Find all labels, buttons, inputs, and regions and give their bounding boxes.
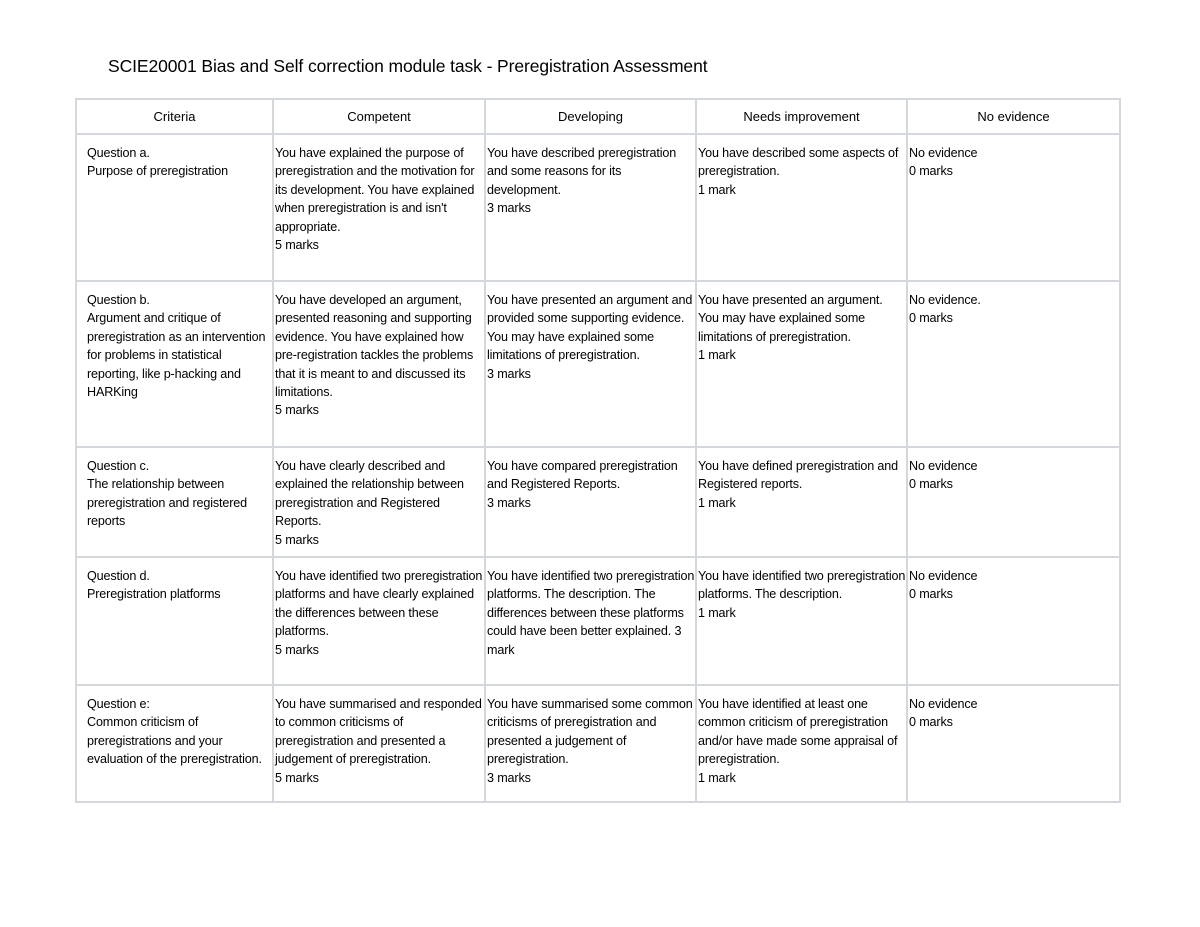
criteria-cell [76,447,273,557]
criteria-cell [76,685,273,802]
developing-cell [485,685,696,802]
needs-improvement-cell [696,281,907,447]
developing-text: You have described preregistration and some reasons for its development. 3 marks [487,146,677,216]
competent-text: You have clearly described and explained the relationship between preregistration and Registered Reports. 5 marks [275,459,464,547]
no-evidence-cell [907,685,1120,802]
criteria-cell [76,557,273,685]
question-label: Question b. [87,293,150,307]
developing-text: You have identified two preregistration platforms. The description. The differences between these platforms could have been better explained. 3 mark [487,569,695,657]
developing-cell [485,447,696,557]
competent-text: You have developed an argument, presented reasoning and supporting evidence. You have explained how pre-registration tackles the problems that it is meant to and discussed its limitations. 5 marks [275,293,474,418]
header-no-evidence: No evidence [907,99,1120,134]
question-description: Common criticism of preregistrations and your evaluation of the preregistration. [87,715,262,767]
criteria-cell [76,134,273,281]
developing-cell [485,281,696,447]
no-evidence-text: No evidence 0 marks [909,569,978,602]
needs-improvement-cell [696,447,907,557]
needs-improvement-text: You have described some aspects of preregistration. 1 mark [698,146,899,197]
no-evidence-text: No evidence 0 marks [909,697,978,730]
table-row [76,447,1120,557]
question-label: Question a. [87,146,150,160]
needs-improvement-text: You have identified at least one common criticism of preregistration and/or have made some appraisal of preregistration. 1 mark [698,697,898,785]
needs-improvement-text: You have identified two preregistration platforms. The description. 1 mark [698,569,906,620]
header-competent: Competent [273,99,485,134]
header-needs-improvement: Needs improvement [696,99,907,134]
needs-improvement-text: You have presented an argument. You may have explained some limitations of preregistration. 1 mark [698,293,883,363]
developing-text: You have summarised some common criticisms of preregistration and presented a judgement of preregistration. 3 marks [487,697,693,785]
competent-cell [273,447,485,557]
criteria-cell [76,281,273,447]
no-evidence-cell [907,281,1120,447]
needs-improvement-cell [696,557,907,685]
needs-improvement-cell [696,685,907,802]
question-description: Argument and critique of preregistration as an intervention for problems in statistical reporting, like p-hacking and HARKing [87,311,266,400]
competent-cell [273,557,485,685]
competent-cell [273,134,485,281]
table-row [76,557,1120,685]
needs-improvement-text: You have defined preregistration and Registered reports. 1 mark [698,459,898,510]
page-title: SCIE20001 Bias and Self correction module task - Preregistration Assessment [108,56,708,76]
no-evidence-cell [907,447,1120,557]
table-row [76,134,1120,281]
question-label: Question c. [87,459,150,473]
competent-cell [273,685,485,802]
developing-cell [485,557,696,685]
no-evidence-text: No evidence 0 marks [909,146,978,179]
question-description: Preregistration platforms [87,587,221,602]
question-description: The relationship between preregistration and registered reports [87,477,248,529]
no-evidence-cell [907,134,1120,281]
header-criteria: Criteria [76,99,273,134]
question-label: Question d. [87,569,150,583]
no-evidence-cell [907,557,1120,685]
competent-text: You have identified two preregistration platforms and have clearly explained the differences between these platforms. 5 marks [275,569,483,657]
developing-text: You have compared preregistration and Registered Reports. 3 marks [487,459,678,510]
question-description: Purpose of preregistration [87,164,229,179]
competent-cell [273,281,485,447]
developing-text: You have presented an argument and provided some supporting evidence. You may have explained some limitations of preregistration. 3 marks [487,293,693,381]
developing-cell [485,134,696,281]
needs-improvement-cell [696,134,907,281]
no-evidence-text: No evidence. 0 marks [909,293,981,326]
competent-text: You have explained the purpose of preregistration and the motivation for its development. You have explained when preregistration is and isn't appropriate. 5 marks [275,146,475,253]
header-developing: Developing [485,99,696,134]
no-evidence-text: No evidence 0 marks [909,459,978,492]
question-label: Question e: [87,697,150,711]
table-row [76,685,1120,802]
rubric-table [75,98,1121,803]
table-row [76,281,1120,447]
competent-text: You have summarised and responded to common criticisms of preregistration and presented a judgement of preregistration. 5 marks [275,697,482,785]
header-row [76,99,1120,134]
